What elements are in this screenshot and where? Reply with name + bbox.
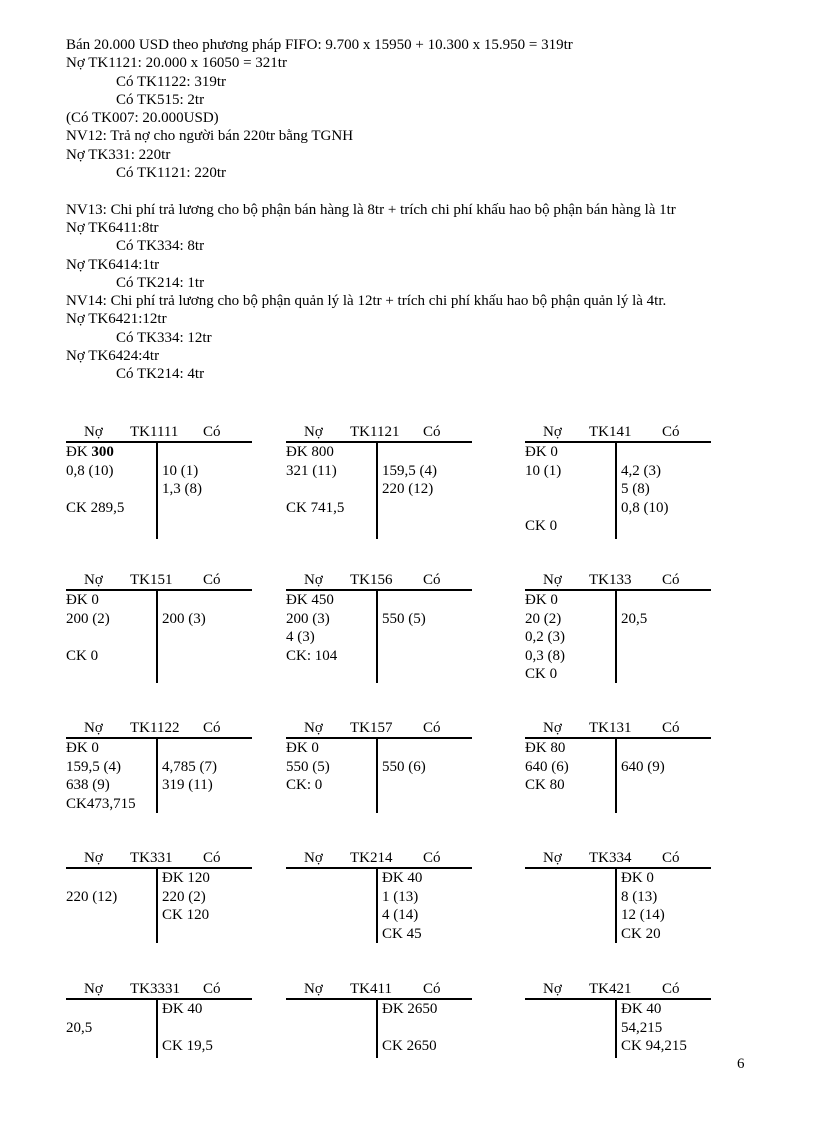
t-account-body <box>286 443 472 539</box>
debit-entry-text: CK: 104 <box>286 647 338 664</box>
t-account-header <box>286 719 472 739</box>
t-account-header <box>525 980 711 1000</box>
debit-entry <box>525 665 557 684</box>
t-account-body <box>286 869 472 943</box>
debit-entry-text: CK 80 <box>525 777 565 793</box>
t-account-row <box>525 462 711 481</box>
debit-entry-text: CK473,715 <box>66 795 136 812</box>
debit-entry <box>286 739 319 758</box>
credit-entry: 159,5 (4) <box>382 462 437 479</box>
debit-entry <box>286 628 315 647</box>
credit-entry: 220 (2) <box>162 888 206 905</box>
t-account-row <box>286 443 472 462</box>
t-account-row <box>525 628 711 647</box>
debit-entry <box>525 517 557 536</box>
account-name: TK151 <box>130 572 173 588</box>
debit-entry-text: ĐK 0 <box>286 740 319 756</box>
credit-entry: CK 94,215 <box>621 1038 687 1054</box>
credit-entry: 5 (8) <box>621 481 650 497</box>
t-account-tk157 <box>286 719 472 813</box>
credit-label: Có <box>423 572 441 588</box>
debit-entry <box>286 647 337 666</box>
credit-entry: 4,2 (3) <box>621 462 661 479</box>
t-account-row <box>66 1000 252 1019</box>
text-line: Nợ TK331: 220tr <box>66 146 171 163</box>
text-line: NV14: Chi phí trả lương cho bộ phận quản lý là 12tr + trích chi phí khấu hao bộ phận quản lý là 4tr. <box>66 293 667 310</box>
credit-entry: 1 (13) <box>382 888 419 905</box>
t-account-tk133 <box>525 571 711 683</box>
t-account-header <box>286 423 472 443</box>
t-account-body <box>286 1000 472 1058</box>
text-line: Có TK334: 8tr <box>116 238 205 255</box>
credit-label: Có <box>662 720 680 736</box>
debit-label: Nợ <box>84 572 103 588</box>
t-account-row <box>525 443 711 462</box>
credit-entry: CK 45 <box>382 925 422 942</box>
t-account-header <box>286 980 472 1000</box>
account-name: TK411 <box>350 981 392 997</box>
credit-entry: 4,785 (7) <box>162 758 217 775</box>
debit-entry <box>66 499 124 518</box>
t-account-row <box>286 591 472 610</box>
text-line: Nợ TK1121: 20.000 x 16050 = 321tr <box>66 55 287 72</box>
t-account-row <box>286 739 472 758</box>
account-name: TK1121 <box>350 424 400 440</box>
t-account-row <box>286 888 472 907</box>
t-account-tk151 <box>66 571 252 683</box>
debit-entry-text: 640 (6) <box>525 758 569 775</box>
debit-entry <box>525 776 565 795</box>
debit-entry <box>66 739 99 758</box>
account-name: TK157 <box>350 720 393 736</box>
t-account-row <box>525 888 711 907</box>
t-account-tk334 <box>525 849 711 943</box>
credit-entry: CK 2650 <box>382 1038 437 1054</box>
text-line: NV13: Chi phí trả lương cho bộ phận bán hàng là 8tr + trích chi phí khấu hao bộ phận bán hàng là 1tr <box>66 201 676 218</box>
t-account-row <box>525 739 711 758</box>
credit-label: Có <box>662 981 680 997</box>
t-account-body <box>525 1000 711 1058</box>
text-line: Nợ TK6411:8tr <box>66 219 159 236</box>
account-name: TK334 <box>589 850 632 866</box>
t-account-row <box>66 665 252 684</box>
debit-entry-text: 638 (9) <box>66 777 110 793</box>
debit-entry <box>66 776 110 795</box>
credit-entry: 1,3 (8) <box>162 481 202 497</box>
t-account-row <box>66 462 252 481</box>
credit-entry: 0,8 (10) <box>621 499 669 516</box>
t-account-row <box>525 795 711 814</box>
credit-label: Có <box>203 850 221 866</box>
t-account-row <box>286 610 472 629</box>
debit-entry <box>66 443 114 462</box>
t-account-body <box>525 739 711 813</box>
debit-entry-text: CK 0 <box>525 518 558 534</box>
t-account-header <box>286 571 472 591</box>
t-account-header <box>66 849 252 869</box>
t-account-row <box>525 1000 711 1019</box>
credit-entry: 319 (11) <box>162 777 213 793</box>
t-account-row <box>66 591 252 610</box>
debit-entry <box>66 647 98 666</box>
debit-entry <box>525 443 558 462</box>
debit-entry <box>66 591 99 610</box>
t-account-row <box>66 888 252 907</box>
credit-entry: 10 (1) <box>162 462 199 479</box>
t-account-body <box>66 869 252 943</box>
debit-entry <box>525 758 569 777</box>
debit-entry-text: ĐK 0 <box>525 444 558 460</box>
debit-entry-text: CK 741,5 <box>286 499 345 516</box>
credit-label: Có <box>203 572 221 588</box>
account-name: TK3331 <box>130 981 180 997</box>
t-account-row <box>286 1037 472 1056</box>
text-line: Có TK515: 2tr <box>116 91 205 108</box>
debit-entry-text: 20 (2) <box>525 610 562 627</box>
t-account-tk331 <box>66 849 252 943</box>
account-name: TK141 <box>589 424 632 440</box>
t-account-row <box>286 628 472 647</box>
text-line: Nợ TK6424:4tr <box>66 348 160 365</box>
t-account-body <box>525 443 711 539</box>
t-account-body <box>286 739 472 813</box>
t-account-tk1122 <box>66 719 252 813</box>
t-account-row <box>66 925 252 944</box>
t-account-row <box>525 517 711 536</box>
t-account-row <box>525 925 711 944</box>
t-account-row <box>66 739 252 758</box>
t-account-header <box>66 423 252 443</box>
debit-label: Nợ <box>543 424 562 440</box>
t-account-tk1111 <box>66 423 252 539</box>
credit-entry: ĐK 40 <box>162 1001 203 1017</box>
debit-entry <box>286 591 334 610</box>
debit-entry-text: ĐK 0 <box>525 592 558 608</box>
debit-label: Nợ <box>84 981 103 997</box>
credit-entry: 20,5 <box>621 610 648 627</box>
t-account-tk411 <box>286 980 472 1058</box>
text-line: (Có TK007: 20.000USD) <box>66 110 219 127</box>
debit-entry <box>286 758 330 777</box>
t-account-tk1121 <box>286 423 472 539</box>
text-line: Có TK334: 12tr <box>116 329 212 346</box>
debit-entry-text: CK 0 <box>525 666 558 682</box>
credit-label: Có <box>423 424 441 440</box>
account-name: TK156 <box>350 572 393 588</box>
t-account-row <box>286 665 472 684</box>
debit-entry <box>525 591 558 610</box>
t-account-row <box>66 776 252 795</box>
t-account-row <box>286 776 472 795</box>
t-account-row <box>286 1000 472 1019</box>
debit-entry <box>66 795 136 814</box>
t-account-header <box>66 719 252 739</box>
credit-entry: CK 120 <box>162 907 210 923</box>
debit-entry-text: 0,8 (10) <box>66 462 114 479</box>
page-number: 6 <box>737 1056 745 1072</box>
credit-entry: ĐK 2650 <box>382 1001 438 1017</box>
account-name: TK421 <box>589 981 632 997</box>
text-line: Có TK1121: 220tr <box>116 165 227 182</box>
debit-label: Nợ <box>543 720 562 736</box>
debit-entry-text: 550 (5) <box>286 758 330 775</box>
debit-entry-text: CK 0 <box>66 647 99 664</box>
t-account-tk131 <box>525 719 711 813</box>
credit-entry: ĐK 0 <box>621 870 654 886</box>
t-account-row <box>66 1037 252 1056</box>
credit-label: Có <box>203 720 221 736</box>
t-account-row <box>525 758 711 777</box>
debit-entry <box>525 610 561 629</box>
debit-label: Nợ <box>304 424 323 440</box>
credit-entry: 200 (3) <box>162 610 206 627</box>
t-account-row <box>286 758 472 777</box>
credit-label: Có <box>203 981 221 997</box>
t-account-row <box>286 869 472 888</box>
debit-entry <box>525 462 561 481</box>
debit-label: Nợ <box>84 424 103 440</box>
debit-label: Nợ <box>304 572 323 588</box>
t-account-row <box>286 647 472 666</box>
t-account-row <box>525 906 711 925</box>
debit-entry-text: 321 (11) <box>286 462 337 479</box>
t-account-row <box>66 1019 252 1038</box>
t-account-header <box>525 719 711 739</box>
t-account-row <box>286 1019 472 1038</box>
debit-entry <box>66 462 114 481</box>
t-account-row <box>66 795 252 814</box>
t-account-row <box>66 906 252 925</box>
t-account-row <box>66 443 252 462</box>
credit-entry: 640 (9) <box>621 758 665 775</box>
debit-entry <box>66 610 110 629</box>
debit-label: Nợ <box>304 981 323 997</box>
blank-line <box>66 182 766 200</box>
t-account-row <box>525 1019 711 1038</box>
text-line: Nợ TK6414:1tr <box>66 256 160 273</box>
t-account-row <box>525 480 711 499</box>
credit-entry: 8 (13) <box>621 888 658 905</box>
debit-label: Nợ <box>304 720 323 736</box>
t-account-row <box>286 462 472 481</box>
text-line: Có TK214: 1tr <box>116 274 205 291</box>
credit-entry: 54,215 <box>621 1019 663 1036</box>
credit-entry: 220 (12) <box>382 481 434 497</box>
debit-entry-text: 4 (3) <box>286 629 315 645</box>
debit-entry <box>66 758 121 777</box>
debit-entry <box>286 462 337 481</box>
t-account-header <box>286 849 472 869</box>
t-account-body <box>66 591 252 683</box>
t-account-row <box>66 480 252 499</box>
t-account-header <box>66 571 252 591</box>
t-account-row <box>525 776 711 795</box>
debit-entry-text: 159,5 (4) <box>66 758 121 775</box>
debit-entry <box>525 628 565 647</box>
credit-entry: CK 19,5 <box>162 1038 213 1054</box>
credit-entry: 12 (14) <box>621 907 665 923</box>
debit-label: Nợ <box>84 720 103 736</box>
t-account-row <box>525 1037 711 1056</box>
debit-entry <box>525 739 565 758</box>
account-name: TK133 <box>589 572 632 588</box>
debit-entry-text: ĐK 0 <box>66 592 99 608</box>
t-account-row <box>525 610 711 629</box>
credit-label: Có <box>662 424 680 440</box>
debit-entry <box>286 610 330 629</box>
t-account-header <box>525 849 711 869</box>
t-account-tk3331 <box>66 980 252 1058</box>
text-line: Bán 20.000 USD theo phương pháp FIFO: 9.700 x 15950 + 10.300 x 15.950 = 319tr <box>66 37 573 53</box>
text-line: NV12: Trả nợ cho người bán 220tr bằng TGNH <box>66 128 354 145</box>
debit-entry <box>525 647 565 666</box>
t-account-header <box>525 571 711 591</box>
t-account-body <box>525 869 711 943</box>
text-line: Có TK214: 4tr <box>116 366 205 383</box>
t-account-row <box>525 665 711 684</box>
credit-label: Có <box>662 850 680 866</box>
credit-label: Có <box>423 981 441 997</box>
credit-label: Có <box>423 720 441 736</box>
debit-entry-text: 200 (3) <box>286 610 330 627</box>
debit-entry-text: ĐK 800 <box>286 444 334 460</box>
credit-entry: ĐK 40 <box>621 1001 662 1017</box>
t-account-row <box>286 480 472 499</box>
debit-entry-text: CK: 0 <box>286 777 323 793</box>
credit-entry: CK 20 <box>621 925 661 942</box>
debit-entry-text: 20,5 <box>66 1019 93 1036</box>
debit-entry-text: 0,3 (8) <box>525 647 565 664</box>
t-account-body <box>286 591 472 683</box>
debit-label: Nợ <box>84 850 103 866</box>
debit-label: Nợ <box>543 572 562 588</box>
debit-entry-text: 220 (12) <box>66 888 118 905</box>
t-account-row <box>286 795 472 814</box>
t-account-row <box>525 869 711 888</box>
debit-entry-text: ĐK 0 <box>66 740 99 756</box>
t-account-header <box>66 980 252 1000</box>
t-account-tk214 <box>286 849 472 943</box>
text-line: Có TK1122: 319tr <box>116 73 227 90</box>
credit-label: Có <box>203 424 221 440</box>
journal-text <box>66 36 766 384</box>
debit-entry <box>286 776 322 795</box>
t-account-row <box>525 647 711 666</box>
t-account-row <box>66 610 252 629</box>
t-account-row <box>286 925 472 944</box>
debit-label: Nợ <box>543 981 562 997</box>
t-account-row <box>286 906 472 925</box>
account-name: TK131 <box>589 720 632 736</box>
debit-entry-text: 10 (1) <box>525 462 562 479</box>
t-account-row <box>66 758 252 777</box>
debit-entry <box>286 499 344 518</box>
text-line: Nợ TK6421:12tr <box>66 311 167 328</box>
t-account-row <box>66 869 252 888</box>
debit-entry-text: ĐK <box>66 444 92 460</box>
t-account-row <box>525 499 711 518</box>
debit-entry <box>286 443 334 462</box>
debit-entry-text: ĐK 80 <box>525 740 566 756</box>
debit-label: Nợ <box>543 850 562 866</box>
t-account-tk421 <box>525 980 711 1058</box>
debit-entry <box>66 888 117 907</box>
credit-entry: 550 (6) <box>382 758 426 775</box>
account-name: TK331 <box>130 850 173 866</box>
t-account-body <box>66 1000 252 1058</box>
account-name: TK1111 <box>130 424 179 440</box>
t-account-tk156 <box>286 571 472 683</box>
credit-entry: 4 (14) <box>382 907 419 923</box>
debit-entry-bold: 300 <box>91 444 114 460</box>
t-account-body <box>66 739 252 813</box>
debit-entry <box>66 1019 92 1038</box>
debit-entry-text: CK 289,5 <box>66 499 125 516</box>
t-account-row <box>66 628 252 647</box>
debit-entry-text: ĐK 450 <box>286 592 334 608</box>
credit-entry: 550 (5) <box>382 610 426 627</box>
t-account-row <box>525 591 711 610</box>
credit-entry: ĐK 120 <box>162 870 210 886</box>
account-name: TK214 <box>350 850 393 866</box>
t-account-body <box>525 591 711 683</box>
credit-entry: ĐK 40 <box>382 870 423 886</box>
debit-entry-text: 200 (2) <box>66 610 110 627</box>
credit-label: Có <box>423 850 441 866</box>
debit-label: Nợ <box>304 850 323 866</box>
debit-entry-text: 0,2 (3) <box>525 629 565 645</box>
credit-label: Có <box>662 572 680 588</box>
account-name: TK1122 <box>130 720 180 736</box>
t-account-body <box>66 443 252 539</box>
t-account-row <box>66 499 252 518</box>
t-account-header <box>525 423 711 443</box>
t-account-row <box>286 499 472 518</box>
t-account-row <box>66 647 252 666</box>
t-account-tk141 <box>525 423 711 539</box>
